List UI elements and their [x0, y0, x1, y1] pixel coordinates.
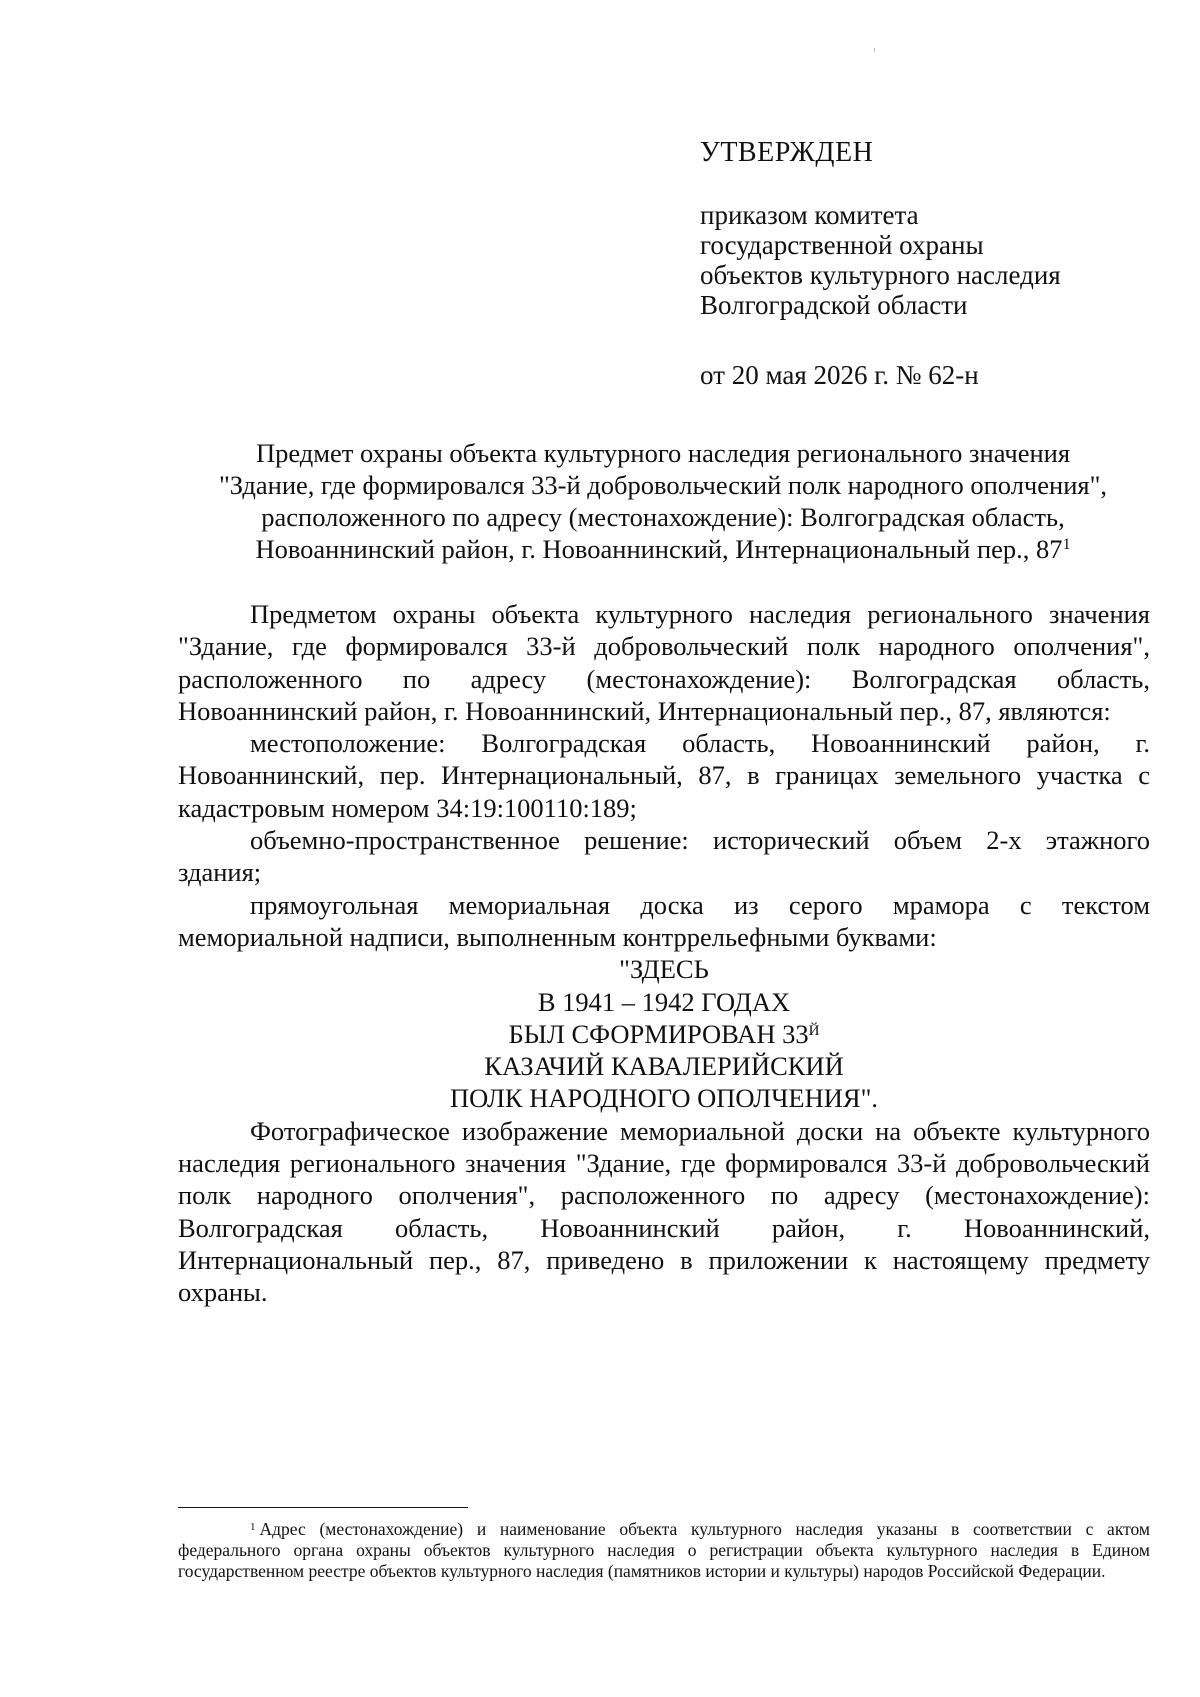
footnote-reference: 1: [1062, 536, 1071, 553]
order-line: государственной охраны: [700, 230, 984, 260]
approval-stamp: [700, 138, 1140, 390]
plaque-superscript: Й: [808, 1022, 820, 1039]
document-body: [178, 598, 1150, 1309]
plaque-line: КАЗАЧИЙ КАВАЛЕРИЙСКИЙ: [484, 1051, 844, 1082]
footnote: [178, 1519, 1150, 1582]
plaque-line: "ЗДЕСЬ: [619, 954, 709, 985]
plaque-line-text: БЫЛ СФОРМИРОВАН 33: [508, 1018, 809, 1049]
footnote-text: Адрес (местонахождение) и наименование объекта культурного наследия указаны в соответствии с актом федерального органа охраны объектов культурного наследия о регистрации объекта культурного наследия в Едином государственном реестре объектов культурного наследия (памятников истории и культуры) народов Российской Федерации.: [178, 1519, 1150, 1581]
order-line: приказом комитета: [700, 200, 919, 230]
order-date-number: от 20 мая 2026 г. № 62-н: [700, 360, 979, 390]
title-line: расположенного по адресу (местонахождение): Волгоградская область,: [261, 502, 1065, 532]
title-line: "Здание, где формировался 33-й добровольческий полк народного ополчения",: [218, 470, 1108, 500]
intro-paragraph: Предметом охраны объекта культурного наследия регионального значения "Здание, где формировался 33-й добровольческий полк народного ополчения", расположенного по адресу (местонахождение): Волгоградская область, Новоаннинский район, г. Новоаннинский, Интернациональный пер., 87, являются:: [178, 599, 1150, 726]
title-line-text: Новоаннинский район, г. Новоаннинский, Интернациональный пер., 87: [255, 534, 1063, 564]
approved-heading: УТВЕРЖДЕН: [700, 137, 874, 168]
order-line: объектов культурного наследия: [700, 260, 1061, 290]
footnote-separator: [178, 1507, 468, 1508]
order-line: Волгоградской области: [700, 290, 968, 320]
footnote-mark: 1: [250, 1521, 256, 1533]
volume-paragraph: объемно-пространственное решение: исторический объем 2-х этажного здания;: [178, 825, 1150, 888]
order-reference: [700, 200, 1140, 320]
plaque-line: В 1941 – 1942 ГОДАХ: [537, 986, 791, 1017]
title-line-last: [178, 533, 1148, 565]
plaque-intro-paragraph: прямоугольная мемориальная доска из серого мрамора с текстом мемориальной надписи, выполненным контррельефными буквами:: [178, 889, 1150, 952]
plaque-line-numbered: [178, 1018, 1150, 1050]
plaque-line: ПОЛК НАРОДНОГО ОПОЛЧЕНИЯ".: [449, 1083, 879, 1114]
plaque-inscription: [178, 953, 1150, 1114]
document-title: [178, 437, 1148, 565]
scan-speck: [874, 48, 875, 52]
photo-paragraph: Фотографическое изображение мемориальной доски на объекте культурного наследия регионального значения "Здание, где формировался 33-й добровольческий полк народного ополчения", расположенного по адресу (местонахождение): Волгоградская область, Новоаннинский район, г. Новоаннинский, Интернациональный пер., 87, приведено в приложении к настоящему предмету охраны.: [178, 1115, 1150, 1308]
location-paragraph: местоположение: Волгоградская область, Новоаннинский район, г. Новоаннинский, пер. Интернациональный, 87, в границах земельного участка с кадастровым номером 34:19:100110:189;: [178, 728, 1150, 823]
title-line: Предмет охраны объекта культурного наследия регионального значения: [255, 438, 1071, 468]
